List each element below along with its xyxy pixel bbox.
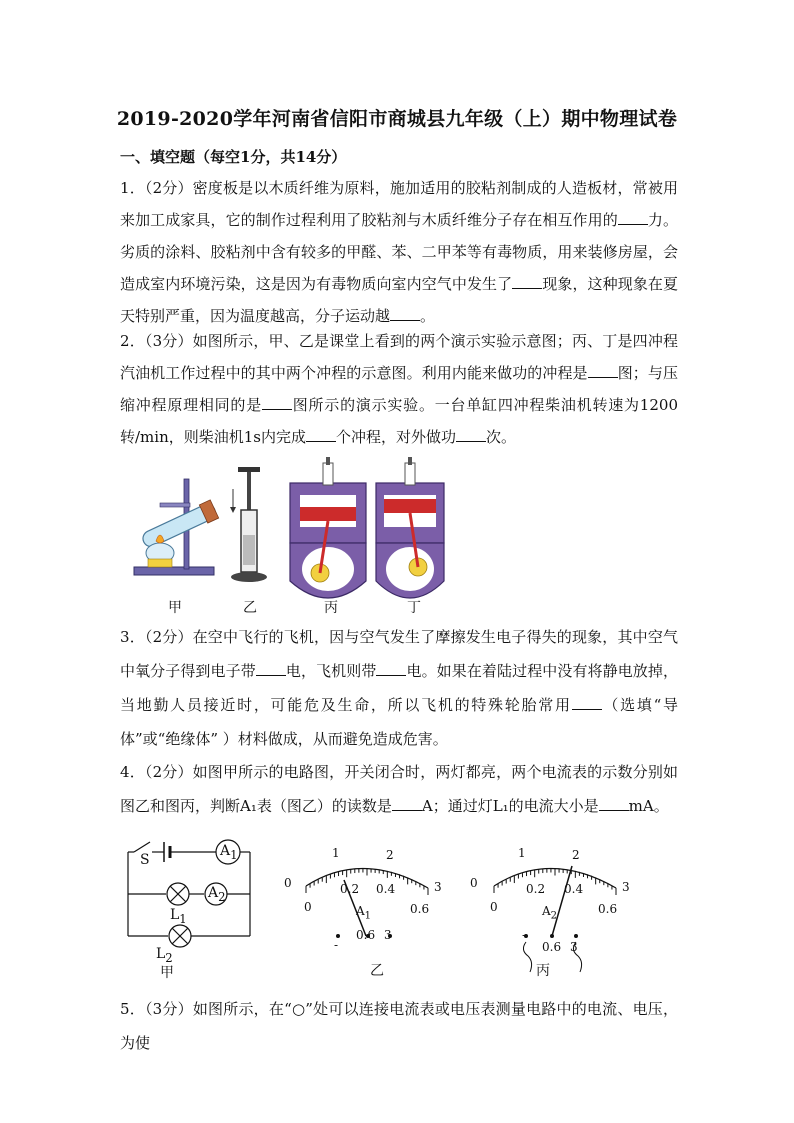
answer-blank[interactable] (262, 395, 292, 410)
q2-text-4: 个冲程，对外做功 (335, 428, 456, 446)
ammeter-dial-b (280, 840, 445, 980)
terminal-06: 0.6 (542, 940, 562, 954)
terminal-06: 0.6 (356, 928, 376, 942)
circuit-diagram (120, 834, 260, 984)
answer-blank[interactable] (512, 274, 542, 289)
question-4 (120, 755, 678, 823)
scale-bottom-06: 0.6 (410, 902, 430, 916)
scale-bottom-06: 0.6 (598, 902, 618, 916)
answer-blank[interactable] (392, 796, 422, 811)
scale-bottom-04: 0.4 (564, 882, 584, 896)
q3-text-4: （选填“导体”或“绝缘体” ）材料做成，从而避免造成危害。 (120, 696, 678, 748)
engine-stroke-bing (290, 457, 366, 598)
q2-figure-drawing (120, 455, 450, 615)
scale-bottom-02: 0.2 (526, 882, 546, 896)
answer-blank[interactable] (618, 210, 648, 225)
scale-bottom-0: 0 (490, 900, 498, 914)
terminal-3: 3 (384, 928, 392, 942)
q1-text-1: 1．（2分）密度板是以木质纤维为原料，施加适用的胶粘剂制成的人造板材，常被用来加工成家具，它的制作过程利用了胶粘剂与木质纤维分子存在相互作用的 (120, 179, 678, 229)
switch-label: S (140, 852, 150, 868)
scale-end-3: 3 (434, 880, 442, 894)
lamp-l1-label: $L_1$ (170, 907, 187, 926)
scale-top-2: 2 (386, 848, 394, 862)
q3-text-3: 电。如果在着陆过程中没有将静电放掉，当地勤人员接近时，可能危及生命，所以飞机的特殊轮胎常用 (120, 662, 678, 714)
q1-text-3: 现象，这种现象在夏天特别严重，因为温度越高，分子运动越 (120, 275, 678, 325)
label-jia: 甲 (168, 600, 182, 616)
scale-end-0: 0 (284, 876, 292, 890)
section-heading: 一、填空题（每空1分，共14分） (120, 148, 347, 166)
scale-end-3: 3 (622, 880, 630, 894)
scale-end-0: 0 (470, 876, 478, 890)
answer-blank[interactable] (572, 695, 602, 710)
ammeter-b-caption: 乙 (370, 963, 384, 979)
answer-blank[interactable] (376, 661, 406, 676)
scale-bottom-0: 0 (304, 900, 312, 914)
test-tube-heating-apparatus (134, 479, 219, 575)
q2-text-3: 图所示的演示实验。一台单缸四冲程柴油机转速为1200转/min，则柴油机1s内完成 (120, 396, 678, 446)
q4-text-1: 4．（2分）如图甲所示的电路图，开关闭合时，两灯都亮，两个电流表的示数分别如图乙和图丙，判断A₁表（图乙）的读数是 (120, 763, 678, 815)
ammeter-c-name: $A_2$ (542, 904, 558, 922)
ammeter-a2-label: $A_2$ (208, 885, 226, 904)
label-bing: 丙 (324, 600, 338, 616)
q1-text-2: 力。劣质的涂料、胶粘剂中含有较多的甲醛、苯、二甲苯等有毒物质，用来装修房屋，会造成室内环境污染，这是因为有毒物质向室内空气中发生了 (120, 211, 678, 293)
ammeter-b-name: $A_1$ (356, 904, 372, 922)
question-5 (120, 992, 678, 1060)
answer-blank[interactable] (306, 427, 336, 442)
question-3 (120, 620, 678, 756)
q4-text-2: A；通过灯L₁的电流大小是 (421, 797, 599, 815)
circuit-caption: 甲 (160, 965, 174, 981)
scale-bottom-02: 0.2 (340, 882, 360, 896)
ammeter-c-needle (552, 866, 572, 936)
q5-text-1: 5．（3分）如图所示，在“○”处可以连接电流表或电压表测量电路中的电流、电压，为使 (120, 1000, 678, 1052)
ammeter-a1-label: $A_1$ (220, 843, 238, 862)
question-1 (120, 172, 678, 332)
q2-text-5: 次。 (486, 428, 517, 446)
q2-figure (120, 455, 450, 615)
q3-text-2: 电，飞机则带 (285, 662, 377, 680)
label-ding: 丁 (407, 600, 421, 616)
scale-top-2: 2 (572, 848, 580, 862)
lamp-l2-label: $L_2$ (156, 946, 173, 965)
q4-text-3: mA。 (628, 797, 669, 815)
question-2 (120, 325, 678, 453)
answer-blank[interactable] (588, 363, 618, 378)
answer-blank[interactable] (599, 796, 629, 811)
scale-top-1: 1 (518, 846, 526, 860)
label-yi: 乙 (243, 600, 257, 616)
q2-text-2: 图；与压缩冲程原理相同的是 (120, 364, 678, 414)
terminal-minus: - (334, 938, 339, 952)
paper-title: 2019-2020学年河南省信阳市商城县九年级（上）期中物理试卷 (116, 108, 678, 130)
scale-bottom-04: 0.4 (376, 882, 396, 896)
answer-blank[interactable] (456, 427, 486, 442)
ammeter-c-caption: 丙 (536, 963, 550, 979)
ammeter-dial-c (466, 840, 636, 980)
engine-stroke-ding (376, 457, 444, 598)
terminal-minus: - (522, 928, 527, 942)
answer-blank[interactable] (256, 661, 286, 676)
scale-top-1: 1 (332, 846, 340, 860)
q3-text-1: 3．（2分）在空中飞行的飞机，因与空气发生了摩擦发生电子得失的现象，其中空气中氧分子得到电子带 (120, 628, 678, 680)
air-compression-fire-syringe (230, 467, 267, 582)
q2-text-1: 2．（3分）如图所示，甲、乙是课堂上看到的两个演示实验示意图；丙、丁是四冲程汽油机工作过程中的其中两个冲程的示意图。利用内能来做功的冲程是 (120, 332, 678, 382)
q1-text-4: 。 (420, 307, 436, 325)
answer-blank[interactable] (390, 306, 420, 321)
terminal-3: 3 (570, 940, 578, 954)
